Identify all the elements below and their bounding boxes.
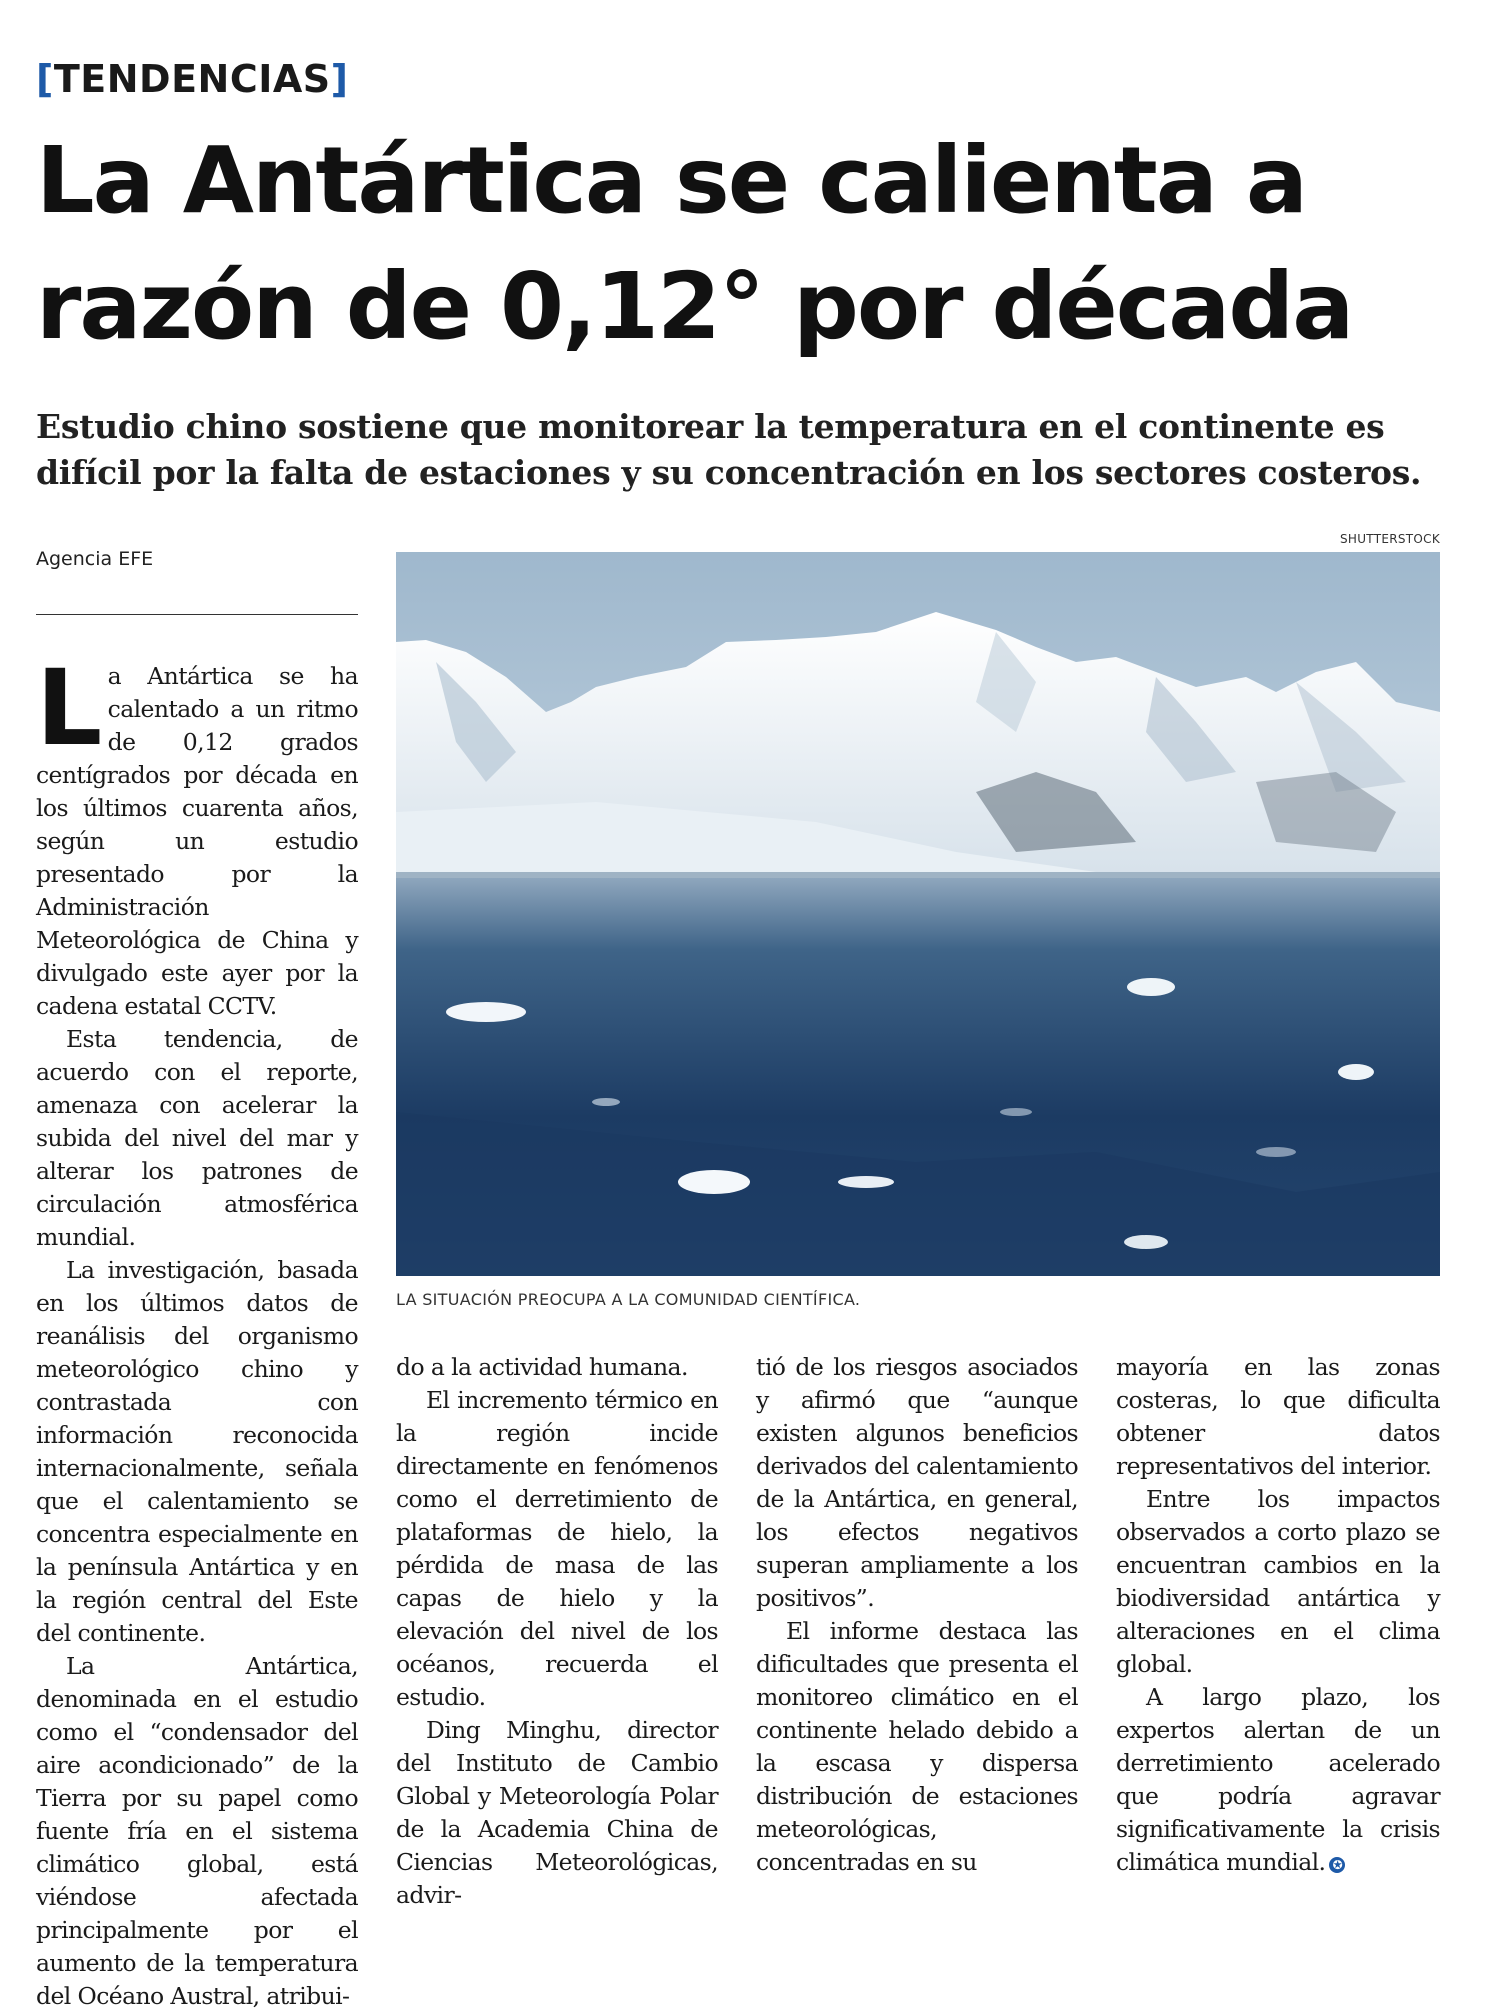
- subhead: Estudio chino sostiene que monitorear la temperatura en el continente es difícil por la falta de estaciones y su concentración en los sectores costeros.: [36, 407, 1422, 492]
- photo-caption: LA SITUACIÓN PREOCUPA A LA COMUNIDAD CIENTÍFICA.: [396, 1290, 861, 1309]
- article-column-4: [1116, 1351, 1440, 1879]
- star-circle-icon: ✪: [1329, 1857, 1345, 1873]
- paragraph: El informe destaca las dificultades que presenta el monitoreo climático en el continente helado debido a la escasa y dispersa distribución de estaciones meteorológicas, concentradas en su: [756, 1617, 1078, 1876]
- article-column-1: [36, 647, 358, 2013]
- photo-credit: SHUTTERSTOCK: [1339, 532, 1440, 546]
- paragraph-continuation: tió de los riesgos asociados y afirmó que “aunque existen algunos beneficios derivados del calentamiento de la Antártica, en general, los efectos negativos superan ampliamente a los positivos”.: [756, 1353, 1078, 1612]
- paragraph-continuation: do a la actividad humana.: [396, 1353, 688, 1381]
- paragraph: La investigación, basada en los últimos datos de reanálisis del organismo meteorológico chino y contrastada con información reconocida internacionalmente, señala que el calentamiento se concentra especialmente en la península Antártica y en la región central del Este del continente.: [36, 1256, 358, 1647]
- paragraph: La Antártica, denominada en el estudio como el “condensador del aire acondicionado” de la Tierra por su papel como fuente fría en el sistema climático global, está viéndose afectada principalmente por el aumento de la temperatura del Océano Austral, atribui-: [36, 1652, 358, 2010]
- section-tag: [36, 56, 349, 102]
- paragraph: Ding Minghu, director del Instituto de Cambio Global y Meteorología Polar de la Academia China de Ciencias Meteorológicas, advir-: [396, 1716, 718, 1909]
- byline-divider: [36, 614, 358, 615]
- article-column-2: [396, 1351, 718, 1912]
- article-photo: [396, 552, 1440, 1276]
- section-bracket-open: [: [36, 57, 54, 101]
- antarctica-landscape-image: [396, 552, 1440, 1276]
- paragraph: El incremento térmico en la región incide directamente en fenómenos como el derretimiento de plataformas de hielo, la pérdida de masa de las capas de hielo y la elevación del nivel de los océanos, recuerda el estudio.: [396, 1386, 718, 1711]
- paragraph: Esta tendencia, de acuerdo con el reporte, amenaza con acelerar la subida del nivel del mar y alterar los patrones de circulación atmosférica mundial.: [36, 1025, 358, 1251]
- paragraph-lead: La Antártica se ha calentado a un ritmo de 0,12 grados centígrados por década en los últimos cuarenta años, según un estudio presentado por la Administración Meteorológica de China y divulgado este ayer por la cadena estatal CCTV.: [36, 647, 358, 1020]
- article-column-3: [756, 1351, 1078, 1879]
- drop-cap: L: [36, 647, 102, 769]
- paragraph-continuation: mayoría en las zonas costeras, lo que dificulta obtener datos representativos del interior.: [1116, 1353, 1440, 1480]
- paragraph-final: A largo plazo, los expertos alertan de un derretimiento acelerado que podría agravar significativamente la crisis climática mundial. ✪: [1116, 1683, 1440, 1876]
- headline: La Antártica se calienta a razón de 0,12° por década: [36, 127, 1353, 360]
- paragraph: Entre los impactos observados a corto plazo se encuentran cambios en la biodiversidad antártica y alteraciones en el clima global.: [1116, 1485, 1440, 1678]
- byline: Agencia EFE: [36, 548, 154, 570]
- section-bracket-close: ]: [330, 57, 349, 101]
- section-label: TENDENCIAS: [53, 57, 331, 101]
